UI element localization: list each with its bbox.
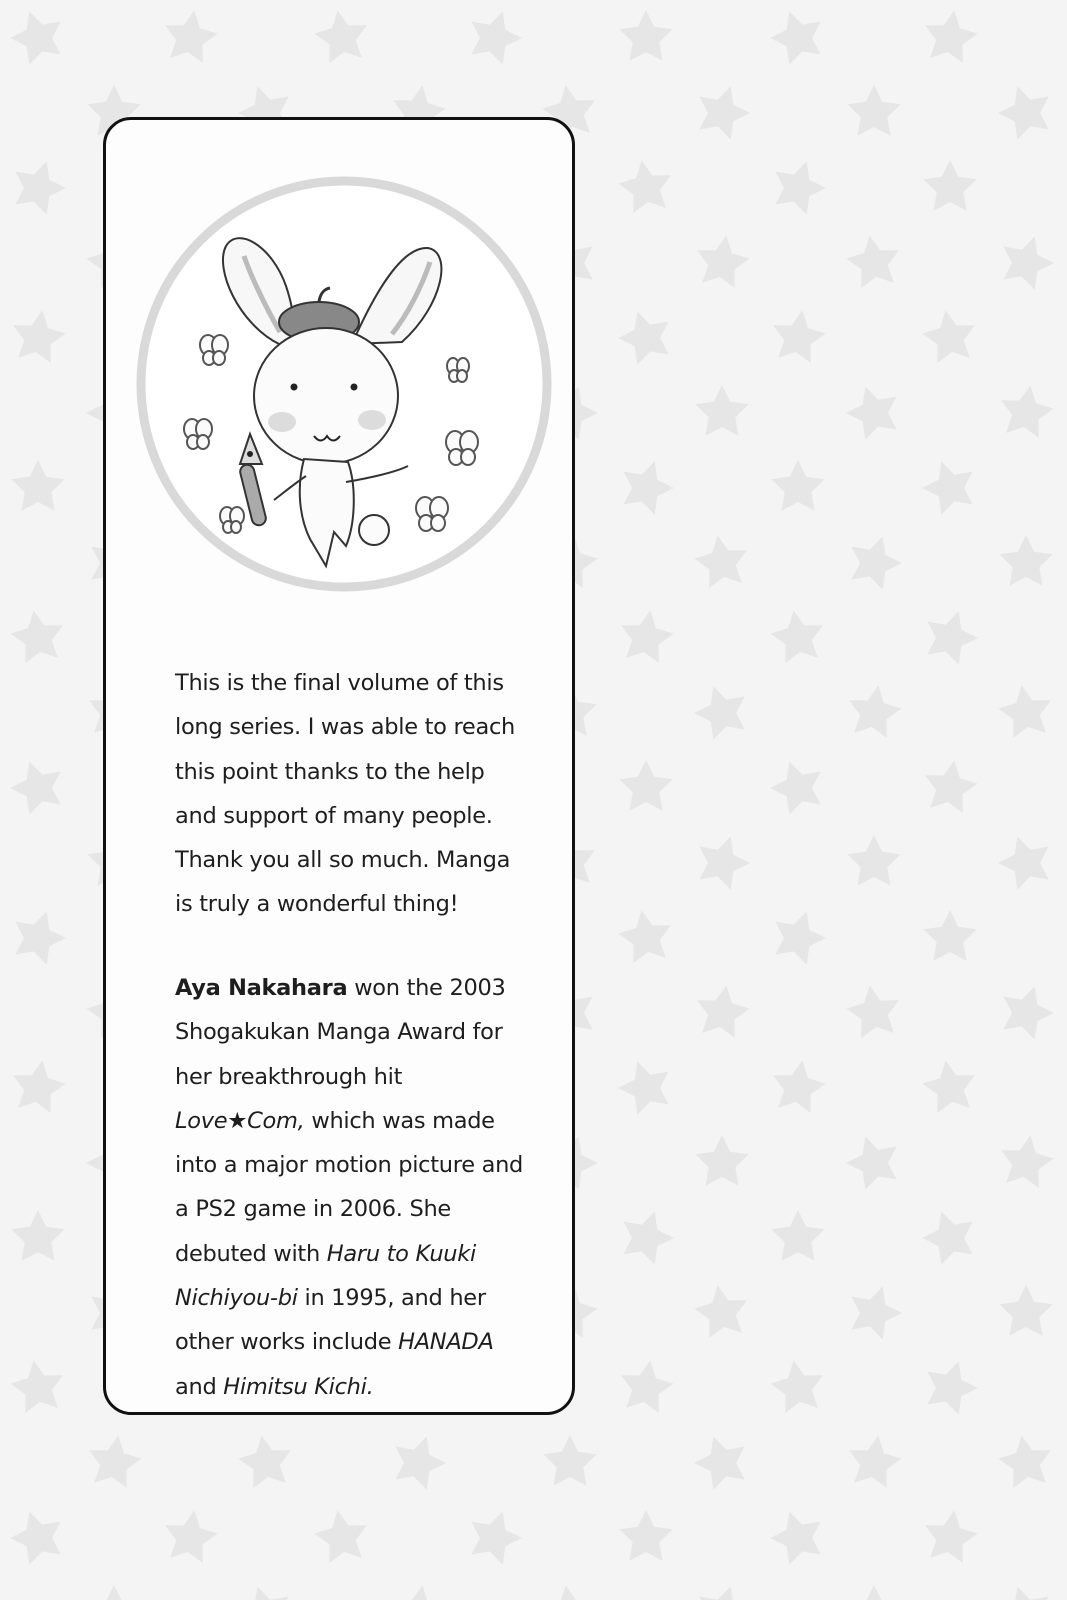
star-icon [690,828,756,893]
star-icon [388,1581,448,1600]
star-icon [691,531,751,589]
star-icon [462,3,528,68]
star-icon [690,1578,756,1600]
star-icon [771,1210,824,1261]
star-icon [992,1578,1058,1600]
star-icon [767,1356,827,1414]
star-icon [619,760,672,811]
star-icon [918,603,984,668]
star-icon [695,385,748,436]
bio-title-hanada: HANADA [398,1329,494,1356]
star-icon [919,306,979,364]
star-icon [84,1431,144,1489]
star-icon [916,453,982,518]
star-icon [612,1053,678,1118]
bio-text-3: in 1995, and her other works include [175,1285,486,1356]
star-icon [87,1585,140,1600]
star-icon [840,1128,906,1193]
star-icon [918,1353,984,1418]
star-icon [614,1203,680,1268]
star-icon [691,1281,751,1339]
star-icon [994,978,1060,1043]
star-icon [543,1435,596,1486]
star-icon [916,1203,982,1268]
star-icon [847,85,900,136]
star-icon [462,1503,528,1568]
star-icon [614,453,680,518]
star-icon [843,231,903,289]
star-icon [619,1510,672,1561]
bio-text-2: which was made into a major motion picture and a PS2 game in 2006. She debuted with [175,1107,524,1267]
star-icon [844,681,904,739]
bio-title-love-com: Love★Com, [175,1107,305,1134]
star-icon [842,1278,908,1343]
star-icon [840,378,906,443]
bio-title-haru: Haru to Kuuki Nichiyou-bi [175,1240,476,1312]
star-icon [6,903,72,968]
star-icon [11,460,64,511]
star-icon [160,6,220,64]
star-icon [847,1585,900,1600]
star-icon [688,678,754,743]
star-icon [616,606,676,664]
star-icon [766,153,832,218]
star-icon [999,1285,1052,1336]
star-icon [994,228,1060,293]
author-message: This is the final volume of this long series. I was able to reach this point thanks to the help and support of many people. Thank you all so much. Manga is truly a wonderful thing! [175,670,515,918]
author-name: Aya Nakahara [175,975,348,1001]
star-icon [920,756,980,814]
star-icon [920,1506,980,1564]
star-icon [4,753,70,818]
star-icon [764,1503,830,1568]
star-icon [7,1356,67,1414]
star-icon [619,10,672,61]
bio-title-himitsu-kichi: Himitsu Kichi. [223,1373,374,1400]
star-icon [612,303,678,368]
star-icon [764,3,830,68]
star-icon [992,78,1058,143]
star-icon [844,1431,904,1489]
star-icon [615,906,675,964]
star-icon [11,1210,64,1261]
star-icon [4,1503,70,1568]
star-icon [847,835,900,886]
star-icon [232,1578,298,1600]
star-icon [764,753,830,818]
star-icon [8,306,68,364]
star-icon [6,153,72,218]
star-icon [690,78,756,143]
star-icon [843,981,903,1039]
author-bio [175,966,535,1409]
star-icon [311,1506,371,1564]
star-icon [386,1428,452,1493]
star-icon [695,1135,748,1186]
star-icon [688,1428,754,1493]
star-icon [4,3,70,68]
bunny-icon [134,174,554,594]
star-icon [842,528,908,593]
star-icon [919,1056,979,1114]
star-icon [771,460,824,511]
star-icon [539,1581,599,1600]
author-note-card [103,117,575,1415]
star-icon [235,1431,295,1489]
bio-text-4: and [175,1373,224,1400]
star-icon [995,1431,1055,1489]
star-icon [999,535,1052,586]
star-icon [616,1356,676,1414]
star-icon [7,606,67,664]
star-icon [311,6,371,64]
star-icon [692,231,752,289]
star-icon [160,1506,220,1564]
star-icon [995,681,1055,739]
star-icon [692,981,752,1039]
star-icon [8,1056,68,1114]
star-icon [996,381,1056,439]
star-icon [923,160,976,211]
star-icon [920,6,980,64]
star-icon [615,156,675,214]
star-icon [768,306,828,364]
star-icon [767,606,827,664]
bio-text-1: won the 2003 Shogakukan Manga Award for her breakthrough hit [175,975,506,1090]
star-icon [766,903,832,968]
star-icon [923,910,976,961]
star-icon [996,1131,1056,1189]
star-icon [992,828,1058,893]
star-icon [768,1056,828,1114]
